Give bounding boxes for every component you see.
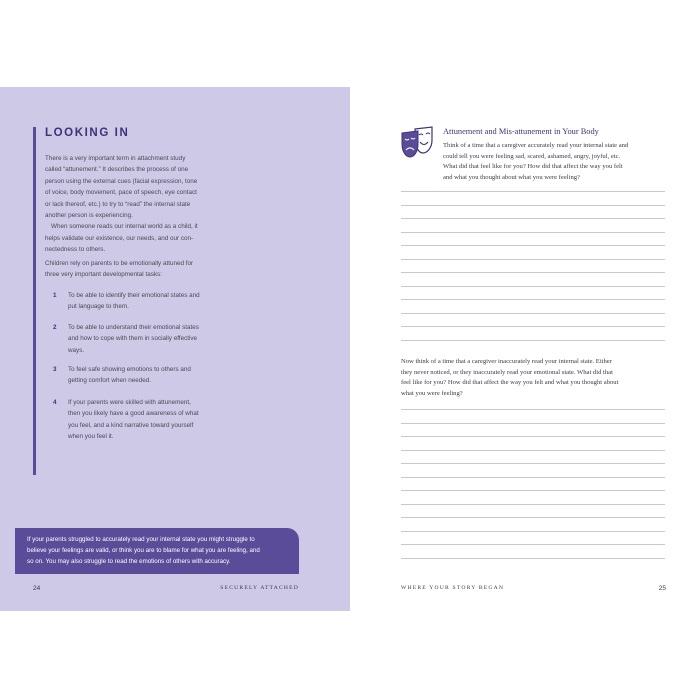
paragraph-2 bbox=[45, 258, 221, 281]
text-line: getting comfort when needed. bbox=[68, 377, 151, 385]
writing-line bbox=[401, 191, 665, 192]
text-line: they never noticed, or they inaccurately read your emotional state. What did that bbox=[401, 368, 613, 376]
list-number: 1 bbox=[53, 292, 57, 299]
writing-line bbox=[401, 504, 665, 505]
text-line: To be able to identify their emotional states and bbox=[68, 292, 200, 299]
text-line: When someone reads our internal world as a child, it bbox=[51, 223, 198, 231]
writing-line bbox=[401, 436, 665, 437]
text-line: nectedness to others. bbox=[45, 246, 106, 254]
list-number: 4 bbox=[53, 399, 57, 406]
text-line: Now think of a time that a caregiver inaccurately read your internal state. Either bbox=[401, 358, 612, 365]
text-line: put language to them. bbox=[68, 303, 129, 311]
text-line: If your parents struggled to accurately read your internal state you might struggle to bbox=[27, 536, 255, 543]
writing-line bbox=[401, 205, 665, 206]
text-line: ways. bbox=[68, 346, 85, 354]
writing-line bbox=[401, 450, 665, 451]
theater-masks-icon bbox=[401, 126, 435, 158]
text-line: What did that feel like for you? How did that affect the way you felt bbox=[443, 163, 623, 171]
prompt-2 bbox=[401, 357, 671, 399]
text-line: of voice, body movement, pace of speech, eye contact bbox=[45, 189, 197, 197]
text-line: so on. You may also struggle to read the emotions of others with accuracy. bbox=[27, 558, 231, 566]
section-title: LOOKING IN bbox=[45, 127, 130, 139]
text-line: helps validate our existence, our needs, and our con- bbox=[45, 234, 194, 242]
text-line: There is a very important term in attachment study bbox=[45, 155, 186, 162]
text-line: feel like for you? How did that affect the way you felt and what you thought about bbox=[401, 379, 619, 387]
writing-line bbox=[401, 477, 665, 478]
text-line: you feel, and a kind narrative toward yourself bbox=[68, 421, 194, 429]
list-number: 2 bbox=[53, 324, 57, 331]
text-line: To feel safe showing emotions to others and bbox=[68, 366, 191, 373]
writing-line bbox=[401, 313, 665, 314]
running-head: WHERE YOUR STORY BEGAN bbox=[401, 585, 505, 591]
text-line: could tell you were feeling sad, scared, ashamed, angry, joyful, etc. bbox=[443, 152, 621, 160]
text-line: person using the external cues (facial expression, tone bbox=[45, 177, 198, 185]
text-line: called “attunement.” It describes the process of one bbox=[45, 166, 189, 174]
text-line: three very important developmental tasks: bbox=[45, 271, 162, 279]
text-line: another person is experiencing. bbox=[45, 212, 133, 220]
writing-line bbox=[401, 544, 665, 545]
writing-line bbox=[401, 463, 665, 464]
writing-line bbox=[401, 299, 665, 300]
prompt-1 bbox=[443, 141, 675, 183]
exercise-title: Attunement and Mis-attunement in Your Body bbox=[443, 127, 599, 136]
writing-line bbox=[401, 558, 665, 559]
running-head: SECURELY ATTACHED bbox=[220, 585, 299, 591]
writing-line bbox=[401, 409, 665, 410]
page-number: 25 bbox=[658, 585, 666, 592]
writing-line bbox=[401, 272, 665, 273]
text-line: If your parents were skilled with attunement, bbox=[68, 399, 191, 406]
text-line: Children rely on parents to be emotionally attuned for bbox=[45, 260, 194, 267]
writing-line bbox=[401, 232, 665, 233]
section-accent-bar bbox=[33, 127, 36, 475]
text-line: or lack thereof, etc.) to try to “read” the internal state bbox=[45, 200, 191, 208]
writing-line bbox=[401, 259, 665, 260]
writing-line bbox=[401, 531, 665, 532]
left-page bbox=[0, 87, 350, 611]
right-page bbox=[350, 87, 700, 611]
writing-line bbox=[401, 286, 665, 287]
text-line: and how to cope with them in socially effective bbox=[68, 335, 198, 343]
text-line: To be able to understand their emotional states bbox=[68, 324, 199, 331]
text-line: when you feel it. bbox=[68, 433, 114, 441]
text-line: believe your feelings are valid, or think you are to blame for what you are feeling, and bbox=[27, 547, 260, 555]
paragraph-1 bbox=[45, 153, 221, 256]
writing-line bbox=[401, 245, 665, 246]
text-line: Think of a time that a caregiver accurately read your internal state and bbox=[443, 142, 629, 149]
text-line: what you were feeling? bbox=[401, 389, 463, 397]
writing-line bbox=[401, 340, 665, 341]
writing-line bbox=[401, 490, 665, 491]
page-number: 24 bbox=[33, 585, 41, 592]
writing-line bbox=[401, 218, 665, 219]
writing-line bbox=[401, 517, 665, 518]
writing-line bbox=[401, 326, 665, 327]
callout-box bbox=[15, 528, 299, 574]
text-line: and what you thought about what you were feeling? bbox=[443, 173, 580, 181]
list-number: 3 bbox=[53, 366, 57, 373]
writing-line bbox=[401, 423, 665, 424]
text-line: then you likely have a good awareness of what bbox=[68, 410, 199, 418]
